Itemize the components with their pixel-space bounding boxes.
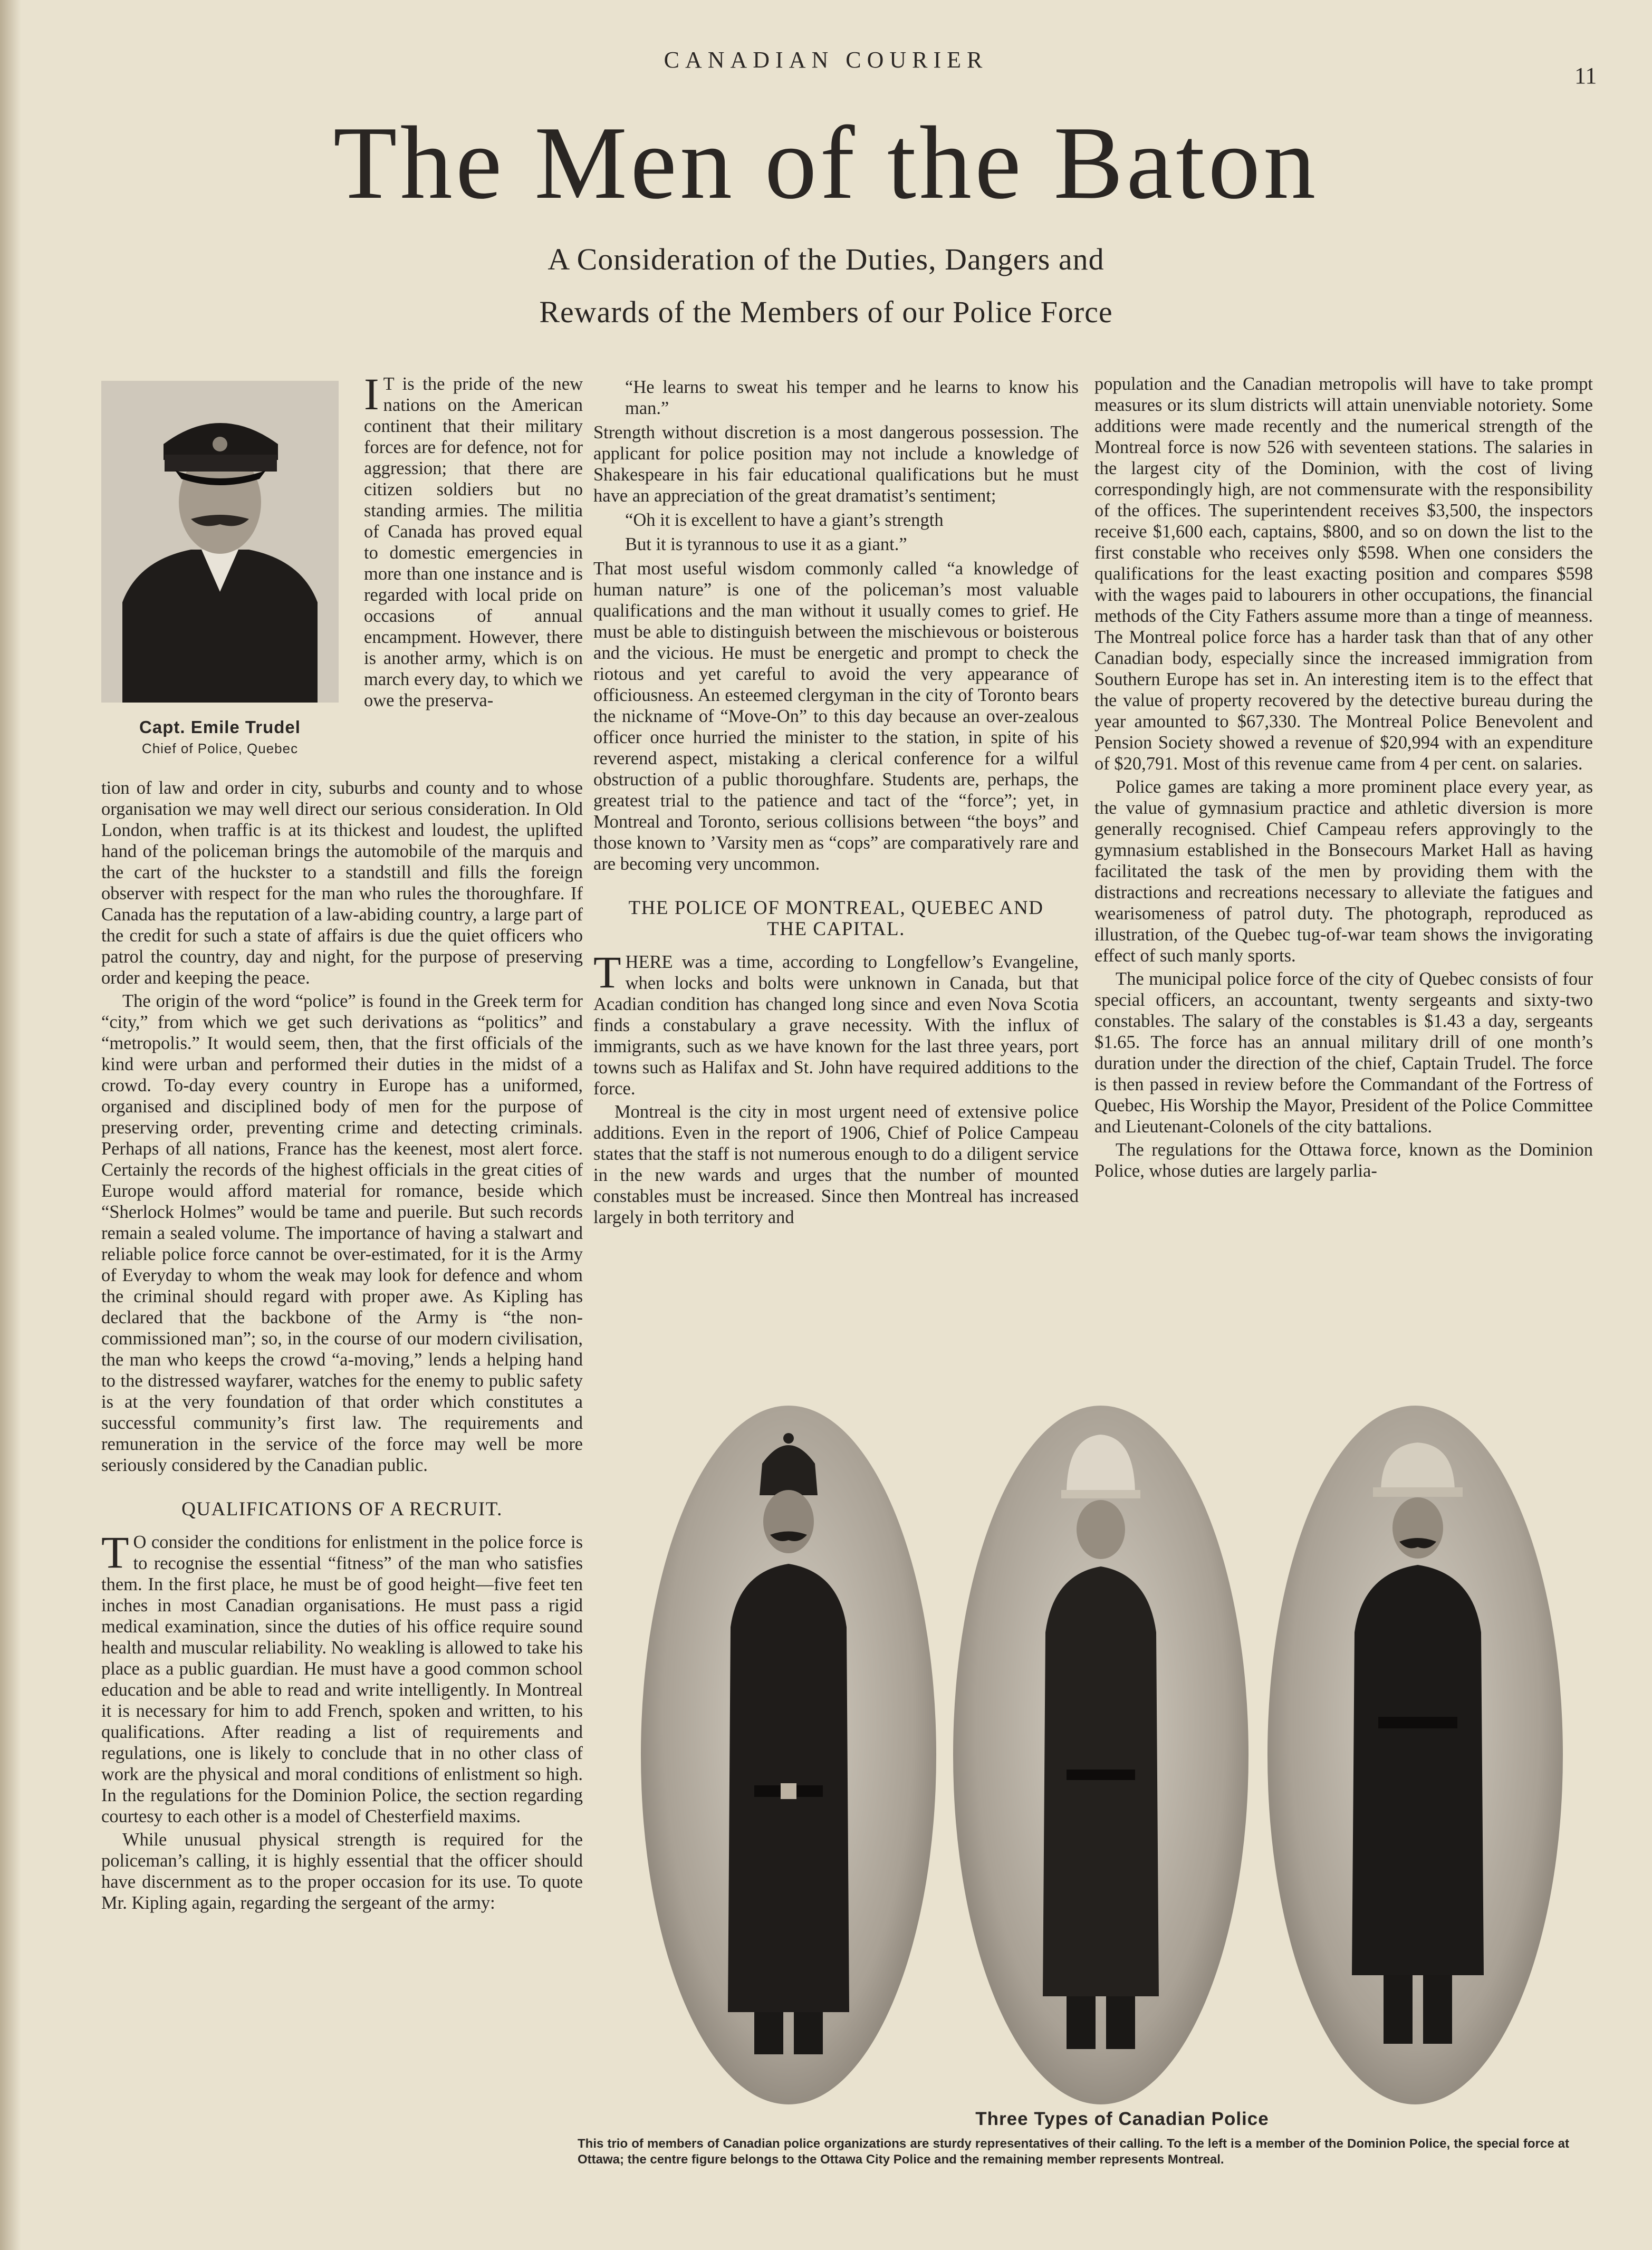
running-head: CANADIAN COURIER (664, 47, 988, 73)
drop-cap: T (101, 1527, 129, 1578)
paragraph: Montreal is the city in most urgent need of extensive police additions. Even in the report of 1906, Chief of Police Campeau states that the staff is not numerous enough to do a diligent service in the new wards and urges that the number of mounted constables must be increased. Since then Montreal has increased largely in both territory and (593, 1102, 1079, 1227)
shakespeare-quote-line2: But it is tyrannous to use it as a giant.” (625, 534, 907, 554)
portrait-caption-role: Chief of Police, Quebec (141, 741, 299, 756)
oval-photo-ottawa-city-police (953, 1406, 1248, 2104)
oval-photo-dominion-police (641, 1406, 936, 2104)
portrait-photo (101, 381, 339, 703)
drop-cap: I (364, 369, 379, 419)
oval-photo-montreal-police (1267, 1406, 1563, 2104)
section-heading-qualifications: QUALIFICATIONS OF A RECRUIT. (181, 1498, 503, 1520)
portrait-figure (101, 381, 339, 703)
paragraph: Police games are taking a more prominent place every year, as the value of gymnasium practice and athletic diversion is more generally recognised. Chief Campeau refers approvingly to the gymnasium established in the Bonsecours Market Hall as having facilitated the task of the men by providing them with the distractions and recreations necessary to alleviate the fatigues and wearisomeness of patrol duty. The photograph, reproduced as illustration, of the Quebec tug-of-war team shows the invigorating effect of such manly sports. (1094, 777, 1593, 966)
article-title: The Men of the Baton (333, 105, 1319, 220)
policeman-figure (641, 1406, 936, 2104)
three-police-photos (641, 1406, 1603, 2107)
section-heading-line: THE POLICE OF MONTREAL, QUEBEC AND (628, 897, 1044, 919)
intro-paragraph (364, 369, 583, 711)
section-heading-montreal (593, 898, 1079, 940)
article-subtitle-line1: A Consideration of the Duties, Dangers and (548, 242, 1104, 276)
paragraph: The regulations for the Ottawa force, known as the Dominion Police, whose duties are largely parlia- (1094, 1140, 1593, 1181)
intro-text: T is the pride of the new nations on the American continent that their military forces are for defence, not for aggression; that there are citizen soldiers but no standing armies. The militia of Canada has proved equal to domestic emergencies in more than one instance and is regarded with local pride on occasions of annual encampment. However, there is another army, which is on march every day, to which we owe the preserva- (364, 374, 583, 710)
article-subtitle-line2: Rewards of the Members of our Police Force (539, 295, 1113, 329)
column-2 (593, 373, 1079, 1230)
page-number: 11 (1574, 63, 1597, 89)
page-gutter-shadow (0, 0, 21, 2250)
kipling-quote: “He learns to sweat his temper and he learns to know his man.” (625, 377, 1079, 418)
drop-cap: T (593, 947, 621, 997)
paragraph (101, 1527, 583, 1827)
column-3 (1094, 373, 1593, 1184)
policeman-figure (953, 1406, 1248, 2104)
paragraph: population and the Canadian metropolis will have to take prompt measures or its slum districts will attain unenviable notoriety. Some additions were made recently and the numerical strength of the Montreal force is now 526 with seventeen stations. The salaries in the largest city of the Dominion, with the cost of living correspondingly high, are not commensurate with the responsibility of the offices. The superintendent receives $3,500, the inspectors receive $1,600 each, captains, $800, and so on down the list to the first constable who receives only $598. When one considers the qualifications for the least exacting position and compares $598 with the wages paid to labourers in other occupations, the financial methods of the City Fathers assume more than a tinge of meanness. The Montreal police force has a harder task than that of any other Canadian body, especially since the increased immigration from Southern Europe has set in. An interesting item is to the effect that the value of property recovered by the detective bureau during the year amounted to $67,330. The Montreal Police Benevolent and Pension Society showed a revenue of $20,994 with an expenditure of $20,791. Most of this revenue came from 4 per cent. on salaries. (1094, 374, 1593, 774)
paragraph: Strength without discretion is a most dangerous possession. The applicant for police position may not include a knowledge of Shakespeare in his fair educational qualifications but he must have an appreciation of the great dramatist’s sentiment; (593, 422, 1079, 506)
paragraph: The origin of the word “police” is found in the Greek term for “city,” from which we get such derivations as “politics” and “metropolis.” It would seem, then, that the first officials of the kind were urban and performed their duties in the midst of a crowd. To-day every country in Europe has a uniformed, organised and disciplined body of men for the purpose of preserving order, preventing crime and detecting criminals. Perhaps of all nations, France has the keenest, most alert force. Certainly the records of the highest officials in the great cities of Europe would afford material for romance, beside which “Sherlock Holmes” would be tame and puerile. But such records remain a sealed volume. The importance of having a stalwart and reliable police force cannot be over-estimated, for it is the Army of Everyday to whom the weak may look for defence and whom the criminal should regard with proper awe. As Kipling has declared that the backbone of the Army is “the non-commissioned man”; so, in the course of our modern civilisation, the man who keeps the crowd “a-moving,” lends a helping hand to the distressed wayfarer, watches for the enemy to public safety is at the very foundation of that order which constitutes a successful community’s first law. The requirements and remuneration in the service of the force may well be more seriously considered by the Canadian public. (101, 991, 583, 1475)
portrait-caption-name: Capt. Emile Trudel (139, 717, 301, 737)
column-1-intro (364, 369, 583, 713)
paragraph: The municipal police force of the city of Quebec consists of four special officers, an accountant, twenty sergeants and sixty-two constables. The salary of the constables is $1.43 a day, sergeants $1.65. The force has an annual military drill of one month’s duration under the direction of the chief, Captain Trudel. The force is then passed in review before the Commandant of the Fortress of Quebec, His Worship the Mayor, President of the Police Committee and Lieutenant-Colonels of the city battalions. (1094, 969, 1593, 1137)
paragraph: tion of law and order in city, suburbs and county and to whose organisation we may well direct our serious consideration. In Old London, when traffic is at its thickest and loudest, the uplifted hand of the policeman brings the automobile of the marquis and the cart of the huckster to a standstill and fills the foreign observer with respect for the man who rules the thoroughfare. If Canada has the reputation of a law-abiding country, a large part of the credit for such a state of affairs is due the quiet officers who patrol the country, day and night, for the purpose of preserving order and keeping the peace. (101, 778, 583, 988)
section-heading-line: THE CAPITAL. (767, 918, 905, 940)
photo-caption-text: This trio of members of Canadian police organizations are sturdy representatives of their calling. To the left is a member of the Dominion Police, the special force at Ottawa; the centre figure belongs to the Ottawa City Police and the remaining member represents Montreal. (578, 2137, 1569, 2167)
shakespeare-quote-line1: “Oh it is excellent to have a giant’s strength (625, 510, 944, 530)
photo-caption-title: Three Types of Canadian Police (975, 2109, 1269, 2129)
policeman-figure (1267, 1406, 1563, 2104)
paragraph (593, 947, 1079, 1099)
paragraph-text: O consider the conditions for enlistment in the police force is to recognise the essential “fitness” of the man who satisfies them. In the first place, he must be of good height—five feet ten inches in most Canadian organisations. He must pass a rigid medical examination, since the duties of his office require sound health and muscular reliability. No weakling is allowed to take his place as a public guardian. He must have a good common school education and be able to read and write intelligently. In Montreal it is necessary for him to add French, spoken and written, to his qualifications. After reading a list of requirements and regulations, one is likely to conclude that in no other class of work are the physical and moral conditions of enlistment so high. In the regulations for the Dominion Police, the section regarding courtesy to each other is a model of Chesterfield maxims. (101, 1532, 583, 1826)
paragraph: While unusual physical strength is required for the policeman’s calling, it is highly essential that the officer should have discernment as to the proper occasion for its use. To quote Mr. Kipling again, regarding the sergeant of the army: (101, 1830, 583, 1913)
column-1-body (101, 777, 583, 1916)
paragraph: That most useful wisdom commonly called “a knowledge of human nature” is one of the policeman’s most valuable qualifications and the man without it usually comes to grief. He must be able to distinguish between the mischievous or boisterous and the vicious. He must be energetic and prompt to check the riotous and yet careful to avoid the very appearance of officiousness. An esteemed clergyman in the city of Toronto bears the nickname of “Move-On” to this day because an over-zealous officer once hurried the minister to the station, in spite of his reverend aspect, mistaking a clerical conference for a wilful obstruction of a public thoroughfare. Students are, perhaps, the greatest trial to the patience and tact of the “force”; yet, in Montreal and Toronto, serious collisions between “the boys” and those known to ’Varsity men as “cops” are comparatively rare and are becoming very uncommon. (593, 559, 1079, 874)
paragraph-text: HERE was a time, according to Longfellow’s Evangeline, when locks and bolts were unknown in Canada, but that Acadian condition has changed long since and even Nova Scotia finds a constabulary a grave necessity. With the influx of immigrants, such as we have known for the last three years, port towns such as Halifax and St. John have required additions to the force. (593, 952, 1079, 1099)
